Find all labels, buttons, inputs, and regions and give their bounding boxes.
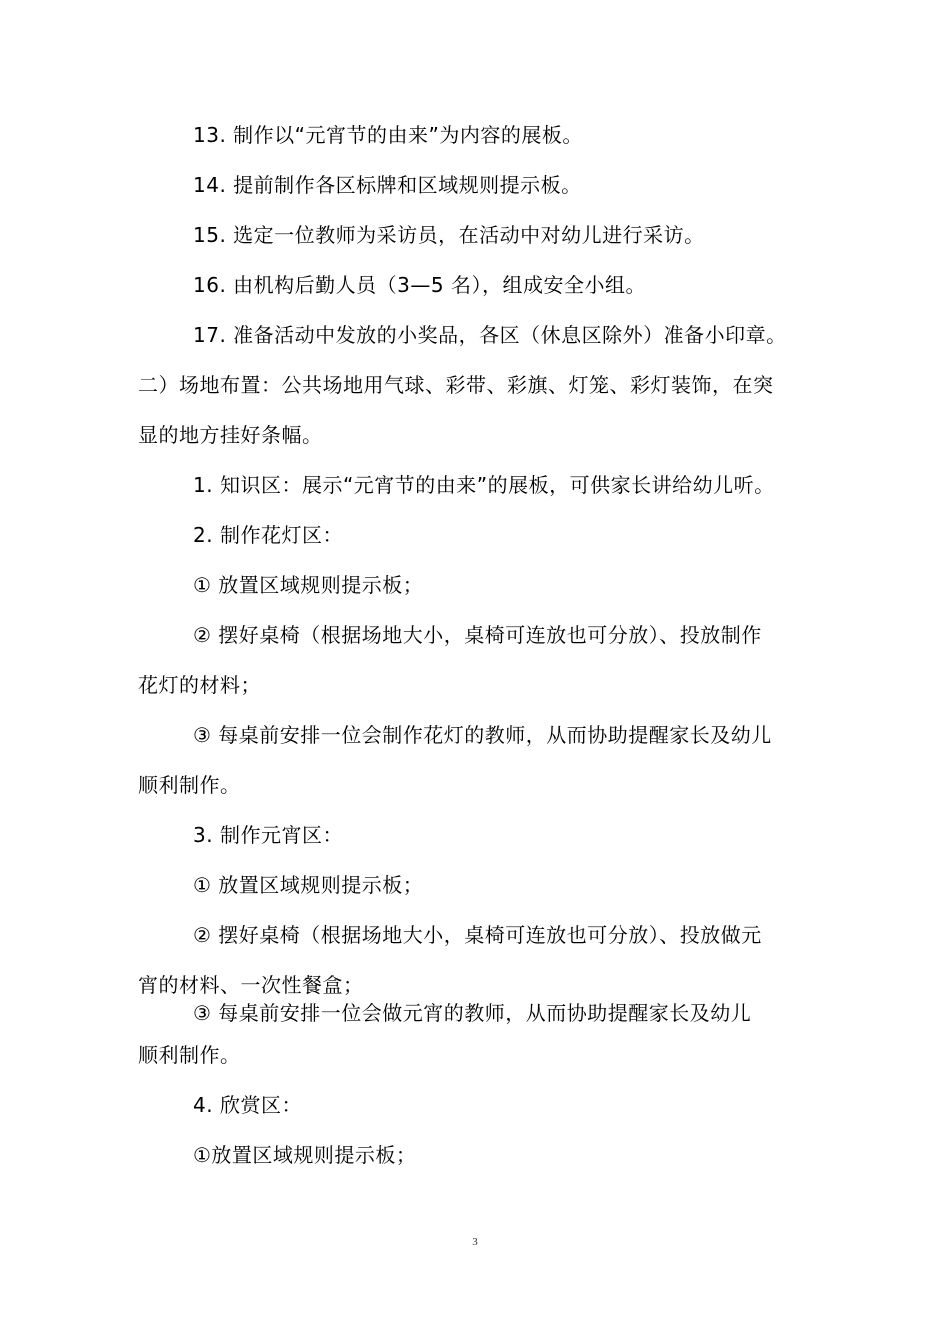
text-line-yuanxiao-area: 3. 制作元宵区： [193,823,343,847]
text-line-appreciation-1: ①放置区域规则提示板； [193,1143,417,1167]
text-line-yuanxiao-3-cont: 顺利制作。 [138,1043,241,1067]
text-line-item-17: 17. 准备活动中发放的小奖品，各区（休息区除外）准备小印章。 [193,323,787,347]
text-line-appreciation-area: 4. 欣赏区： [193,1093,302,1117]
text-line-lantern-3: ③ 每桌前安排一位会制作花灯的教师，从而协助提醒家长及幼儿 [193,723,772,747]
text-line-lantern-2-cont: 花灯的材料； [138,673,261,697]
section-heading-venue: 二）场地布置：公共场地用气球、彩带、彩旗、灯笼、彩灯装饰，在突 [138,373,774,397]
text-line-item-13: 13. 制作以“元宵节的由来”为内容的展板。 [193,123,583,147]
text-line-yuanxiao-3: ③ 每桌前安排一位会做元宵的教师，从而协助提醒家长及幼儿 [193,1001,752,1025]
text-line-yuanxiao-2: ② 摆好桌椅（根据场地大小，桌椅可连放也可分放）、投放做元 [193,923,762,947]
text-line-item-15: 15. 选定一位教师为采访员，在活动中对幼儿进行采访。 [193,223,705,247]
text-line-item-16: 16. 由机构后勤人员（3—5 名），组成安全小组。 [193,273,646,297]
text-line-knowledge-area: 1. 知识区：展示“元宵节的由来”的展板，可供家长讲给幼儿听。 [193,473,775,497]
text-line-lantern-1: ① 放置区域规则提示板； [193,573,424,597]
text-line-yuanxiao-1: ① 放置区域规则提示板； [193,873,424,897]
text-line-lantern-2: ② 摆好桌椅（根据场地大小，桌椅可连放也可分放）、投放制作 [193,623,762,647]
text-line-lantern-3-cont: 顺利制作。 [138,773,241,797]
text-line-yuanxiao-2-cont: 宵的材料、一次性餐盒； [138,973,364,997]
text-line-item-14: 14. 提前制作各区标牌和区域规则提示板。 [193,173,582,197]
text-line-venue-cont: 显的地方挂好条幅。 [138,423,323,447]
page-number: 3 [472,1236,478,1248]
text-line-lantern-area: 2. 制作花灯区： [193,523,343,547]
